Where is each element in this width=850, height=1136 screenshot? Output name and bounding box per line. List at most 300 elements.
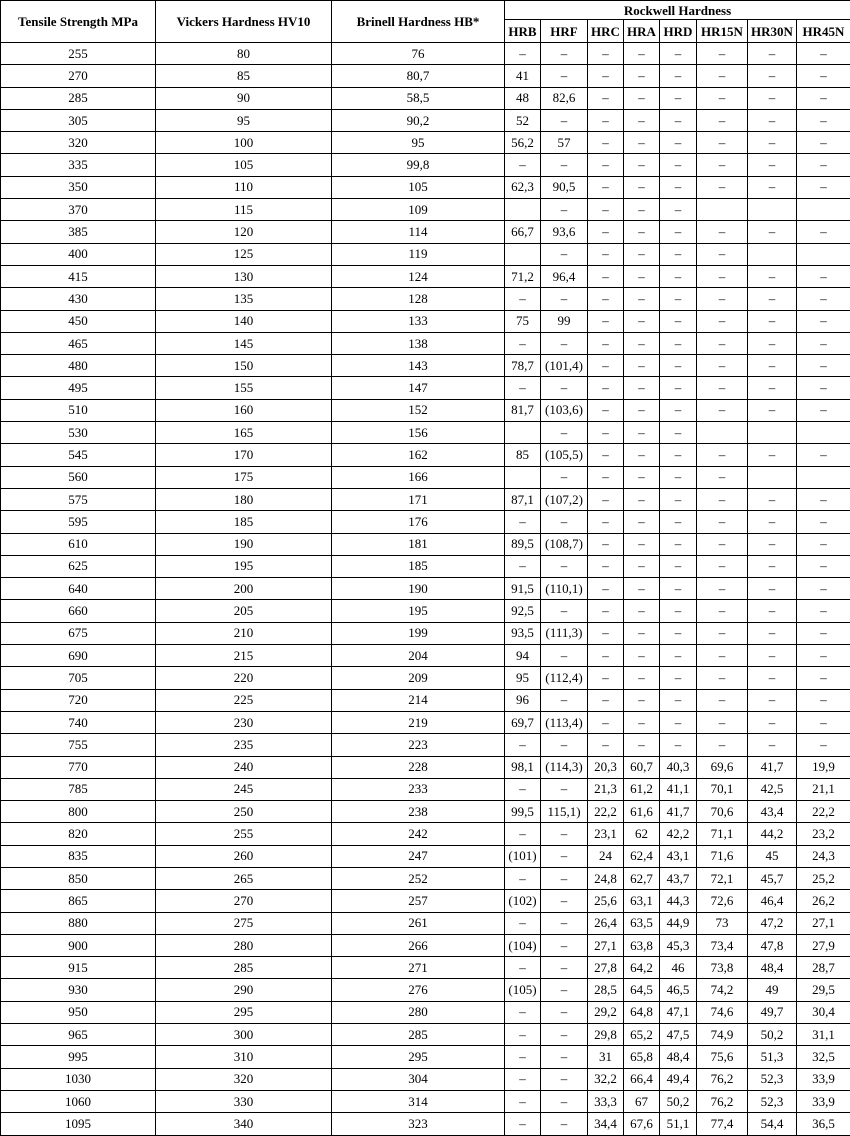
cell-hrc: –	[588, 265, 624, 287]
cell-hrf: –	[541, 734, 588, 756]
cell-hra: –	[624, 555, 660, 577]
cell-hr45n: –	[797, 511, 850, 533]
cell-hr30n: 48,4	[748, 957, 797, 979]
cell-hra: –	[624, 87, 660, 109]
cell-brinell: 58,5	[332, 87, 505, 109]
cell-tensile: 995	[1, 1046, 156, 1068]
cell-brinell: 252	[332, 867, 505, 889]
cell-hrf: –	[541, 332, 588, 354]
cell-hrf: –	[541, 979, 588, 1001]
cell-hrf: (111,3)	[541, 622, 588, 644]
cell-hrb: –	[505, 1024, 541, 1046]
cell-hrc: 20,3	[588, 756, 624, 778]
cell-hrb: –	[505, 288, 541, 310]
cell-hr15n: 71,1	[697, 823, 748, 845]
cell-vickers: 310	[156, 1046, 332, 1068]
cell-brinell: 223	[332, 734, 505, 756]
cell-hrb: 78,7	[505, 355, 541, 377]
cell-hr30n: 42,5	[748, 778, 797, 800]
cell-brinell: 133	[332, 310, 505, 332]
cell-hr45n: 22,2	[797, 801, 850, 823]
cell-hrc: –	[588, 488, 624, 510]
cell-hrc: 27,8	[588, 957, 624, 979]
cell-tensile: 865	[1, 890, 156, 912]
cell-vickers: 290	[156, 979, 332, 1001]
table-row	[1, 890, 850, 912]
cell-hrb: 92,5	[505, 600, 541, 622]
cell-hr30n: –	[748, 221, 797, 243]
cell-hrb: –	[505, 377, 541, 399]
cell-hr30n: –	[748, 488, 797, 510]
cell-hr15n	[697, 422, 748, 444]
cell-vickers: 255	[156, 823, 332, 845]
cell-hr30n: 52,3	[748, 1090, 797, 1112]
cell-hrc: –	[588, 310, 624, 332]
cell-hr30n: 49,7	[748, 1001, 797, 1023]
table-row	[1, 912, 850, 934]
cell-hrd: –	[660, 622, 697, 644]
cell-hrf: –	[541, 422, 588, 444]
cell-hrc: 34,4	[588, 1113, 624, 1135]
cell-hrb: 93,5	[505, 622, 541, 644]
table-row	[1, 377, 850, 399]
table-row	[1, 845, 850, 867]
cell-hrd: 49,4	[660, 1068, 697, 1090]
cell-hrd: 46,5	[660, 979, 697, 1001]
cell-hr30n: –	[748, 265, 797, 287]
cell-brinell: 314	[332, 1090, 505, 1112]
cell-hr30n: –	[748, 555, 797, 577]
cell-hr45n: –	[797, 310, 850, 332]
cell-hrb: –	[505, 43, 541, 65]
cell-hrd: 46	[660, 957, 697, 979]
cell-hrb: (101)	[505, 845, 541, 867]
cell-brinell: 105	[332, 176, 505, 198]
table-body	[1, 43, 850, 1136]
cell-hr15n: 73,4	[697, 934, 748, 956]
cell-hrd: –	[660, 511, 697, 533]
table-row	[1, 265, 850, 287]
table-row	[1, 87, 850, 109]
table-row	[1, 43, 850, 65]
cell-brinell: 242	[332, 823, 505, 845]
cell-hrc: –	[588, 87, 624, 109]
cell-hr45n: 32,5	[797, 1046, 850, 1068]
cell-hrf: –	[541, 288, 588, 310]
table-row	[1, 801, 850, 823]
cell-vickers: 135	[156, 288, 332, 310]
header-rockwell-group: Rockwell Hardness	[505, 1, 850, 20]
cell-hrc: –	[588, 221, 624, 243]
cell-hrc: –	[588, 65, 624, 87]
cell-brinell: 114	[332, 221, 505, 243]
cell-hr45n: –	[797, 689, 850, 711]
cell-hrc: –	[588, 689, 624, 711]
cell-hrf: 82,6	[541, 87, 588, 109]
cell-hra: –	[624, 132, 660, 154]
table-row	[1, 444, 850, 466]
cell-hrf: –	[541, 109, 588, 131]
table-row	[1, 645, 850, 667]
cell-hrf: –	[541, 243, 588, 265]
cell-brinell: 181	[332, 533, 505, 555]
cell-vickers: 280	[156, 934, 332, 956]
cell-hrb: –	[505, 1001, 541, 1023]
cell-hr45n	[797, 466, 850, 488]
cell-hrf: (105,5)	[541, 444, 588, 466]
cell-hrb: 48	[505, 87, 541, 109]
cell-vickers: 140	[156, 310, 332, 332]
cell-hr45n: 26,2	[797, 890, 850, 912]
cell-hr15n: –	[697, 555, 748, 577]
cell-tensile: 640	[1, 578, 156, 600]
cell-hr45n: –	[797, 288, 850, 310]
cell-tensile: 350	[1, 176, 156, 198]
cell-hr15n: –	[697, 154, 748, 176]
cell-hrd: 43,1	[660, 845, 697, 867]
cell-hrc: 24	[588, 845, 624, 867]
cell-vickers: 240	[156, 756, 332, 778]
cell-hr15n: –	[697, 265, 748, 287]
cell-hrf: (112,4)	[541, 667, 588, 689]
cell-hr45n: 21,1	[797, 778, 850, 800]
cell-hrd: –	[660, 355, 697, 377]
cell-hrd: –	[660, 265, 697, 287]
cell-hr30n	[748, 422, 797, 444]
cell-brinell: 271	[332, 957, 505, 979]
cell-hr15n: –	[697, 689, 748, 711]
cell-tensile: 950	[1, 1001, 156, 1023]
cell-hr15n: –	[697, 711, 748, 733]
cell-hra: 61,6	[624, 801, 660, 823]
cell-hrc: –	[588, 422, 624, 444]
cell-tensile: 560	[1, 466, 156, 488]
cell-brinell: 166	[332, 466, 505, 488]
cell-tensile: 270	[1, 65, 156, 87]
table-row	[1, 288, 850, 310]
cell-hr45n: 27,1	[797, 912, 850, 934]
table-row	[1, 1046, 850, 1068]
cell-hrb: 89,5	[505, 533, 541, 555]
cell-hr15n: –	[697, 176, 748, 198]
cell-hra: –	[624, 355, 660, 377]
cell-hra: –	[624, 221, 660, 243]
cell-brinell: 199	[332, 622, 505, 644]
cell-vickers: 180	[156, 488, 332, 510]
cell-hrf: (114,3)	[541, 756, 588, 778]
cell-hrd: 44,3	[660, 890, 697, 912]
cell-hrb: 95	[505, 667, 541, 689]
cell-hr45n: –	[797, 43, 850, 65]
cell-hrb: (104)	[505, 934, 541, 956]
cell-tensile: 625	[1, 555, 156, 577]
cell-hr15n: 69,6	[697, 756, 748, 778]
cell-hrf: –	[541, 1024, 588, 1046]
cell-hr15n: –	[697, 734, 748, 756]
cell-hrd: –	[660, 310, 697, 332]
cell-hrd: –	[660, 176, 697, 198]
cell-hrf: –	[541, 511, 588, 533]
cell-hr45n	[797, 422, 850, 444]
cell-hrd: –	[660, 645, 697, 667]
cell-hrc: –	[588, 533, 624, 555]
cell-hr45n	[797, 199, 850, 221]
cell-hrd: –	[660, 154, 697, 176]
cell-hr30n: –	[748, 711, 797, 733]
cell-brinell: 247	[332, 845, 505, 867]
cell-tensile: 690	[1, 645, 156, 667]
cell-tensile: 495	[1, 377, 156, 399]
cell-tensile: 465	[1, 332, 156, 354]
cell-hra: 60,7	[624, 756, 660, 778]
cell-hr15n: 76,2	[697, 1068, 748, 1090]
cell-tensile: 740	[1, 711, 156, 733]
cell-tensile: 900	[1, 934, 156, 956]
cell-tensile: 720	[1, 689, 156, 711]
cell-brinell: 147	[332, 377, 505, 399]
cell-brinell: 124	[332, 265, 505, 287]
cell-hr45n: –	[797, 600, 850, 622]
cell-hra: –	[624, 176, 660, 198]
table-row	[1, 867, 850, 889]
cell-hr30n: 51,3	[748, 1046, 797, 1068]
cell-hrc: 27,1	[588, 934, 624, 956]
cell-hrd: –	[660, 444, 697, 466]
cell-hra: 66,4	[624, 1068, 660, 1090]
cell-hr30n: –	[748, 511, 797, 533]
cell-hra: –	[624, 622, 660, 644]
cell-tensile: 530	[1, 422, 156, 444]
cell-brinell: 266	[332, 934, 505, 956]
cell-hr30n: –	[748, 399, 797, 421]
cell-vickers: 270	[156, 890, 332, 912]
cell-hr15n: –	[697, 221, 748, 243]
cell-tensile: 755	[1, 734, 156, 756]
cell-hr45n: –	[797, 221, 850, 243]
cell-hra: –	[624, 109, 660, 131]
cell-hrc: 29,2	[588, 1001, 624, 1023]
cell-hrb: 96	[505, 689, 541, 711]
table-row	[1, 176, 850, 198]
cell-hra: 65,2	[624, 1024, 660, 1046]
cell-hr15n: –	[697, 132, 748, 154]
table-row	[1, 109, 850, 131]
cell-hrd: –	[660, 377, 697, 399]
cell-hrd: –	[660, 87, 697, 109]
cell-tensile: 880	[1, 912, 156, 934]
cell-hr45n: 33,9	[797, 1090, 850, 1112]
cell-hr15n: 74,6	[697, 1001, 748, 1023]
cell-tensile: 770	[1, 756, 156, 778]
cell-hrb: 69,7	[505, 711, 541, 733]
cell-hr30n: 44,2	[748, 823, 797, 845]
cell-hrc: 31	[588, 1046, 624, 1068]
table-row	[1, 132, 850, 154]
cell-hrb	[505, 243, 541, 265]
cell-hrb: 56,2	[505, 132, 541, 154]
cell-hr45n: –	[797, 154, 850, 176]
cell-hrf: –	[541, 823, 588, 845]
cell-hrf: –	[541, 890, 588, 912]
cell-hrc: 26,4	[588, 912, 624, 934]
cell-hrc: –	[588, 43, 624, 65]
cell-hr45n: –	[797, 645, 850, 667]
cell-tensile: 965	[1, 1024, 156, 1046]
cell-vickers: 210	[156, 622, 332, 644]
cell-hra: –	[624, 332, 660, 354]
cell-hrf: –	[541, 43, 588, 65]
table-row	[1, 667, 850, 689]
cell-hra: 65,8	[624, 1046, 660, 1068]
cell-hr15n: 72,6	[697, 890, 748, 912]
cell-hra: –	[624, 734, 660, 756]
cell-hrc: –	[588, 711, 624, 733]
cell-vickers: 195	[156, 555, 332, 577]
cell-hrc: 21,3	[588, 778, 624, 800]
cell-hr30n: –	[748, 65, 797, 87]
table-row	[1, 511, 850, 533]
cell-vickers: 265	[156, 867, 332, 889]
cell-hr15n: –	[697, 288, 748, 310]
cell-brinell: 95	[332, 132, 505, 154]
cell-hra: 67,6	[624, 1113, 660, 1135]
cell-hrc: –	[588, 355, 624, 377]
cell-hr30n: –	[748, 43, 797, 65]
cell-hr30n: 50,2	[748, 1024, 797, 1046]
cell-hr45n: –	[797, 132, 850, 154]
cell-hrb: 85	[505, 444, 541, 466]
cell-hr45n: –	[797, 711, 850, 733]
header-hr30n: HR30N	[748, 20, 797, 43]
cell-vickers: 150	[156, 355, 332, 377]
cell-hr15n: 75,6	[697, 1046, 748, 1068]
cell-vickers: 230	[156, 711, 332, 733]
cell-hr30n: –	[748, 622, 797, 644]
table-row	[1, 533, 850, 555]
table-row	[1, 243, 850, 265]
cell-hr30n: –	[748, 154, 797, 176]
table-row	[1, 488, 850, 510]
cell-hr45n: 19,9	[797, 756, 850, 778]
cell-hr45n: 33,9	[797, 1068, 850, 1090]
cell-hrb: 41	[505, 65, 541, 87]
cell-hrc: –	[588, 466, 624, 488]
cell-hrf: –	[541, 867, 588, 889]
cell-hrf: 57	[541, 132, 588, 154]
cell-hra: –	[624, 43, 660, 65]
cell-vickers: 245	[156, 778, 332, 800]
cell-vickers: 105	[156, 154, 332, 176]
cell-vickers: 145	[156, 332, 332, 354]
cell-hr45n: –	[797, 355, 850, 377]
cell-hr15n: –	[697, 466, 748, 488]
cell-hr30n: 54,4	[748, 1113, 797, 1135]
table-row	[1, 778, 850, 800]
cell-hrf: 90,5	[541, 176, 588, 198]
table-row	[1, 555, 850, 577]
cell-brinell: 119	[332, 243, 505, 265]
cell-hr45n: 30,4	[797, 1001, 850, 1023]
cell-brinell: 109	[332, 199, 505, 221]
cell-hrf: –	[541, 912, 588, 934]
cell-hrd: –	[660, 221, 697, 243]
cell-brinell: 261	[332, 912, 505, 934]
cell-hr45n	[797, 243, 850, 265]
cell-brinell: 80,7	[332, 65, 505, 87]
cell-hr30n: –	[748, 689, 797, 711]
cell-hr15n: –	[697, 622, 748, 644]
cell-hra: –	[624, 689, 660, 711]
cell-hr30n: –	[748, 533, 797, 555]
cell-hrd: –	[660, 578, 697, 600]
cell-hr15n: 77,4	[697, 1113, 748, 1135]
cell-brinell: 204	[332, 645, 505, 667]
cell-tensile: 610	[1, 533, 156, 555]
table-row	[1, 622, 850, 644]
cell-brinell: 99,8	[332, 154, 505, 176]
cell-hr30n: 49	[748, 979, 797, 1001]
table-row	[1, 1001, 850, 1023]
cell-hrb: 75	[505, 310, 541, 332]
table-row	[1, 1024, 850, 1046]
cell-hr45n: –	[797, 176, 850, 198]
cell-hrf: (101,4)	[541, 355, 588, 377]
cell-hrc: –	[588, 199, 624, 221]
cell-hra: –	[624, 488, 660, 510]
cell-hra: 62,4	[624, 845, 660, 867]
cell-tensile: 660	[1, 600, 156, 622]
cell-hra: –	[624, 667, 660, 689]
cell-hrd: 47,1	[660, 1001, 697, 1023]
cell-hr45n: –	[797, 444, 850, 466]
cell-hr15n: –	[697, 600, 748, 622]
cell-hrf: (103,6)	[541, 399, 588, 421]
cell-hrf: –	[541, 1001, 588, 1023]
cell-vickers: 260	[156, 845, 332, 867]
cell-hrb	[505, 199, 541, 221]
cell-hra: –	[624, 154, 660, 176]
cell-vickers: 330	[156, 1090, 332, 1112]
cell-hrf: 96,4	[541, 265, 588, 287]
cell-hr15n: 74,2	[697, 979, 748, 1001]
cell-hra: –	[624, 444, 660, 466]
cell-hrf: (113,4)	[541, 711, 588, 733]
cell-hrb: 81,7	[505, 399, 541, 421]
cell-hrd: 41,1	[660, 778, 697, 800]
cell-hrc: –	[588, 645, 624, 667]
header-vickers-hardness: Vickers Hardness HV10	[156, 1, 332, 43]
cell-vickers: 295	[156, 1001, 332, 1023]
cell-hrf: –	[541, 1046, 588, 1068]
cell-hrb: –	[505, 1046, 541, 1068]
cell-hrb: –	[505, 1113, 541, 1135]
cell-brinell: 90,2	[332, 109, 505, 131]
table-row	[1, 711, 850, 733]
cell-vickers: 165	[156, 422, 332, 444]
cell-hr15n: 70,6	[697, 801, 748, 823]
cell-hr45n: –	[797, 622, 850, 644]
table-row	[1, 734, 850, 756]
cell-hrf: –	[541, 199, 588, 221]
cell-hrc: –	[588, 176, 624, 198]
cell-vickers: 285	[156, 957, 332, 979]
cell-hrb: (102)	[505, 890, 541, 912]
cell-hra: –	[624, 600, 660, 622]
cell-hrf: (107,2)	[541, 488, 588, 510]
cell-brinell: 233	[332, 778, 505, 800]
cell-hrf: (110,1)	[541, 578, 588, 600]
cell-hrd: –	[660, 667, 697, 689]
